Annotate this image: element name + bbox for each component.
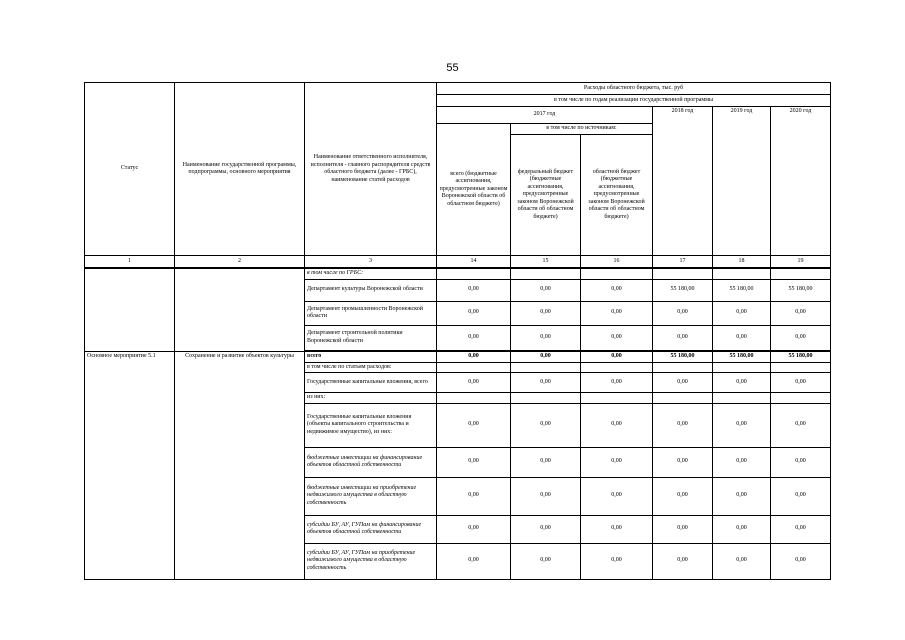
- value-cell: [653, 268, 713, 279]
- value-cell: 0,00: [437, 325, 511, 351]
- header-regional-col: областной бюджет (бюджетные ассигнования, предусмотренные законом Воронежской области об областном бюджете): [581, 135, 653, 256]
- value-cell: 0,00: [653, 373, 713, 393]
- value-cell: 55 180,00: [713, 279, 771, 301]
- row-label: бюджетные инвестиции на финансирование объектов областной собственности: [305, 447, 437, 477]
- value-cell: 0,00: [771, 403, 831, 447]
- value-cell: 0,00: [713, 477, 771, 515]
- row-label: Департамент культуры Воронежской области: [305, 279, 437, 301]
- value-cell: 0,00: [581, 447, 653, 477]
- value-cell: [653, 393, 713, 404]
- value-cell: 0,00: [771, 301, 831, 325]
- header-2018: 2018 год: [653, 107, 713, 256]
- value-cell: 0,00: [653, 403, 713, 447]
- value-cell: [511, 393, 581, 404]
- value-cell: [771, 393, 831, 404]
- value-cell: 0,00: [771, 543, 831, 579]
- row-label: всего: [305, 351, 437, 362]
- value-cell: 0,00: [771, 447, 831, 477]
- row-label: бюджетные инвестиции на приобретение недвижимого имущества в областную собственность: [305, 477, 437, 515]
- value-cell: 0,00: [437, 543, 511, 579]
- value-cell: 0,00: [771, 477, 831, 515]
- value-cell: [581, 268, 653, 279]
- row-label: субсидии БУ, АУ, ГУПам на финансирование объектов областной собственности: [305, 515, 437, 543]
- value-cell: 0,00: [713, 543, 771, 579]
- value-cell: 0,00: [713, 447, 771, 477]
- measure-status: Основное мероприятие 5.1: [85, 351, 175, 579]
- col-index-19: 19: [771, 256, 831, 269]
- value-cell: 0,00: [653, 477, 713, 515]
- header-program-name: Наименование государственной программы, подпрограммы, основного мероприятия: [175, 83, 305, 256]
- col-index-3: 3: [305, 256, 437, 269]
- value-cell: 0,00: [437, 279, 511, 301]
- value-cell: [771, 268, 831, 279]
- value-cell: 0,00: [581, 325, 653, 351]
- value-cell: 0,00: [511, 301, 581, 325]
- value-cell: 0,00: [437, 403, 511, 447]
- page-number: 55: [446, 62, 459, 74]
- value-cell: 0,00: [511, 325, 581, 351]
- value-cell: 0,00: [581, 351, 653, 362]
- value-cell: [511, 362, 581, 373]
- col-index-14: 14: [437, 256, 511, 269]
- value-cell: 0,00: [713, 325, 771, 351]
- value-cell: 55 180,00: [653, 279, 713, 301]
- header-by-sources: в том числе по источникам:: [511, 124, 653, 135]
- row-label: Государственные капитальные вложения, всего: [305, 373, 437, 393]
- value-cell: [581, 393, 653, 404]
- value-cell: 0,00: [511, 515, 581, 543]
- measure-name: Сохранение и развитие объектов культуры: [175, 351, 305, 579]
- value-cell: 55 180,00: [653, 351, 713, 362]
- value-cell: 0,00: [581, 515, 653, 543]
- value-cell: 0,00: [581, 403, 653, 447]
- value-cell: 0,00: [437, 447, 511, 477]
- col-index-17: 17: [653, 256, 713, 269]
- value-cell: 0,00: [713, 373, 771, 393]
- row-label: в том числе по ГРБС:: [305, 268, 437, 279]
- value-cell: 0,00: [511, 543, 581, 579]
- header-expenses: Расходы областного бюджета, тыс. руб: [437, 83, 831, 95]
- value-cell: [437, 362, 511, 373]
- value-cell: 0,00: [653, 543, 713, 579]
- header-by-years: в том числе по годам реализации государственной программы: [437, 95, 831, 107]
- value-cell: 0,00: [581, 477, 653, 515]
- value-cell: 0,00: [581, 279, 653, 301]
- value-cell: 0,00: [511, 373, 581, 393]
- value-cell: 0,00: [653, 301, 713, 325]
- row-label: в том числе по статьям расходов:: [305, 362, 437, 373]
- value-cell: 0,00: [511, 279, 581, 301]
- header-2017: 2017 год: [437, 107, 653, 124]
- value-cell: 0,00: [437, 301, 511, 325]
- value-cell: 0,00: [511, 403, 581, 447]
- header-federal-col: федеральный бюджет (бюджетные ассигнования, предусмотренные законом Воронежской области об областном бюджете): [511, 135, 581, 256]
- value-cell: [653, 362, 713, 373]
- col-index-16: 16: [581, 256, 653, 269]
- header-total-col: всего (бюджетные ассигнования, предусмотренные законом Воронежской области об областном бюджете): [437, 124, 511, 256]
- header-2020: 2020 год: [771, 107, 831, 256]
- col-index-1: 1: [85, 256, 175, 269]
- row-label: Департамент строительной политики Воронежской области: [305, 325, 437, 351]
- row-label: из них:: [305, 393, 437, 404]
- header-2019: 2019 год: [713, 107, 771, 256]
- value-cell: 0,00: [771, 373, 831, 393]
- value-cell: 0,00: [713, 403, 771, 447]
- value-cell: 0,00: [437, 515, 511, 543]
- value-cell: 0,00: [581, 373, 653, 393]
- program-cell-empty: [175, 268, 305, 351]
- row-label: субсидии БУ, АУ, ГУПам на приобретение недвижимого имущества в областную собственность: [305, 543, 437, 579]
- col-index-18: 18: [713, 256, 771, 269]
- value-cell: 0,00: [511, 447, 581, 477]
- value-cell: 55 180,00: [771, 351, 831, 362]
- value-cell: [771, 362, 831, 373]
- value-cell: 0,00: [437, 351, 511, 362]
- value-cell: 0,00: [771, 325, 831, 351]
- status-cell-empty: [85, 268, 175, 351]
- value-cell: 55 180,00: [713, 351, 771, 362]
- value-cell: 0,00: [511, 477, 581, 515]
- col-index-2: 2: [175, 256, 305, 269]
- row-label: Государственные капитальные вложения (объекты капитального строительства и недвижимое имущество), из них:: [305, 403, 437, 447]
- value-cell: 0,00: [653, 447, 713, 477]
- value-cell: 0,00: [713, 515, 771, 543]
- row-label: Департамент промышленности Воронежской области: [305, 301, 437, 325]
- value-cell: 0,00: [581, 543, 653, 579]
- value-cell: [437, 268, 511, 279]
- value-cell: 0,00: [437, 373, 511, 393]
- value-cell: 0,00: [771, 515, 831, 543]
- budget-table: [84, 82, 831, 580]
- value-cell: 0,00: [511, 351, 581, 362]
- value-cell: 0,00: [653, 515, 713, 543]
- value-cell: [713, 393, 771, 404]
- header-executor: Наименование ответственного исполнителя, исполнителя - главного распорядителя средств областного бюджета (далее - ГРБС), наименование статей расходов: [305, 83, 437, 256]
- value-cell: [713, 268, 771, 279]
- value-cell: [511, 268, 581, 279]
- value-cell: [713, 362, 771, 373]
- value-cell: [581, 362, 653, 373]
- value-cell: [437, 393, 511, 404]
- col-index-15: 15: [511, 256, 581, 269]
- value-cell: 0,00: [581, 301, 653, 325]
- value-cell: 0,00: [713, 301, 771, 325]
- value-cell: 55 180,00: [771, 279, 831, 301]
- value-cell: 0,00: [653, 325, 713, 351]
- header-status: Статус: [85, 83, 175, 256]
- value-cell: 0,00: [437, 477, 511, 515]
